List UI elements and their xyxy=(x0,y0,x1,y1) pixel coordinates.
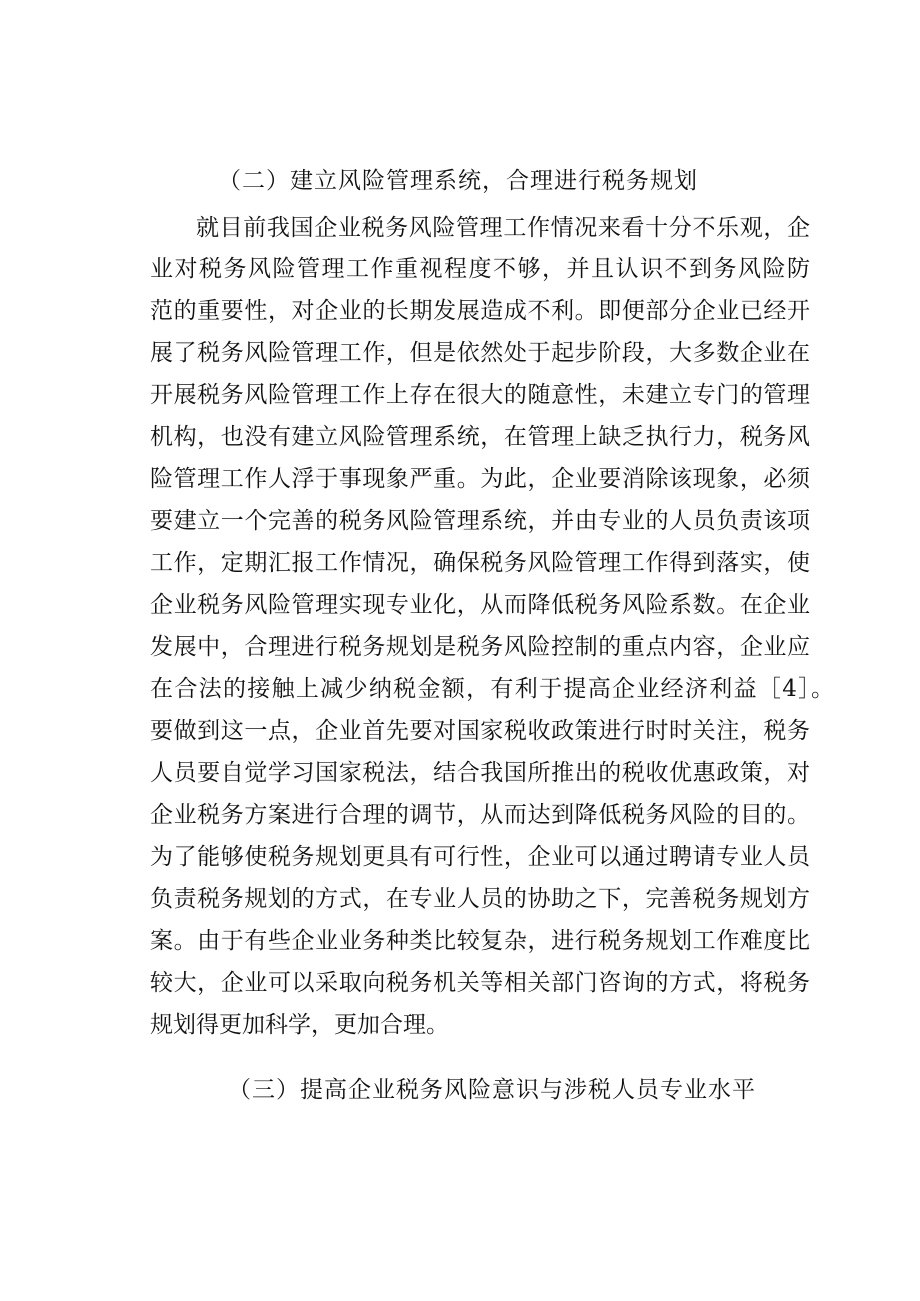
paragraph-line: 发展中，合理进行税务规划是税务风险控制的重点内容，企业应 xyxy=(150,634,810,660)
paragraph-line: 工作，定期汇报工作情况，确保税务风险管理工作得到落实，使 xyxy=(150,550,810,576)
paragraph-line: 开展税务风险管理工作上存在很大的随意性，未建立专门的管理 xyxy=(150,382,810,408)
paragraph-line: 展了税务风险管理工作，但是依然处于起步阶段，大多数企业在 xyxy=(150,340,810,366)
section-heading-2: （二）建立风险管理系统，合理进行税务规划 xyxy=(218,168,698,194)
paragraph-line: 要做到这一点，企业首先要对国家税收政策进行时时关注，税务 xyxy=(150,718,810,744)
paragraph-line: 范的重要性，对企业的长期发展造成不利。即便部分企业已经开 xyxy=(150,298,810,324)
paragraph-line: 企业税务风险管理实现专业化，从而降低税务风险系数。在企业 xyxy=(150,592,810,618)
paragraph-line: 较大，企业可以采取向税务机关等相关部门咨询的方式，将税务 xyxy=(150,970,810,996)
paragraph-line: 要建立一个完善的税务风险管理系统，并由专业的人员负责该项 xyxy=(150,508,810,534)
paragraph-line: 在合法的接触上减少纳税金额，有利于提高企业经济利益［4］。 xyxy=(150,676,834,702)
paragraph-line: 就目前我国企业税务风险管理工作情况来看十分不乐观，企 xyxy=(196,215,810,241)
section-heading-3: （三）提高企业税务风险意识与涉税人员专业水平 xyxy=(228,1077,756,1103)
paragraph-line: 机构，也没有建立风险管理系统，在管理上缺乏执行力，税务风 xyxy=(150,424,810,450)
paragraph-line: 险管理工作人浮于事现象严重。为此，企业要消除该现象，必须 xyxy=(150,466,810,492)
paragraph-line: 负责税务规划的方式，在专业人员的协助之下，完善税务规划方 xyxy=(150,886,810,912)
paragraph-line: 业对税务风险管理工作重视程度不够，并且认识不到务风险防 xyxy=(150,256,810,282)
paragraph-line: 企业税务方案进行合理的调节，从而达到降低税务风险的目的。 xyxy=(150,802,810,828)
paragraph-line: 人员要自觉学习国家税法，结合我国所推出的税收优惠政策，对 xyxy=(150,760,810,786)
paragraph-line: 案。由于有些企业业务种类比较复杂，进行税务规划工作难度比 xyxy=(150,928,810,954)
paragraph-line: 为了能够使税务规划更具有可行性，企业可以通过聘请专业人员 xyxy=(150,844,810,870)
paragraph-line: 规划得更加科学，更加合理。 xyxy=(150,1012,449,1038)
